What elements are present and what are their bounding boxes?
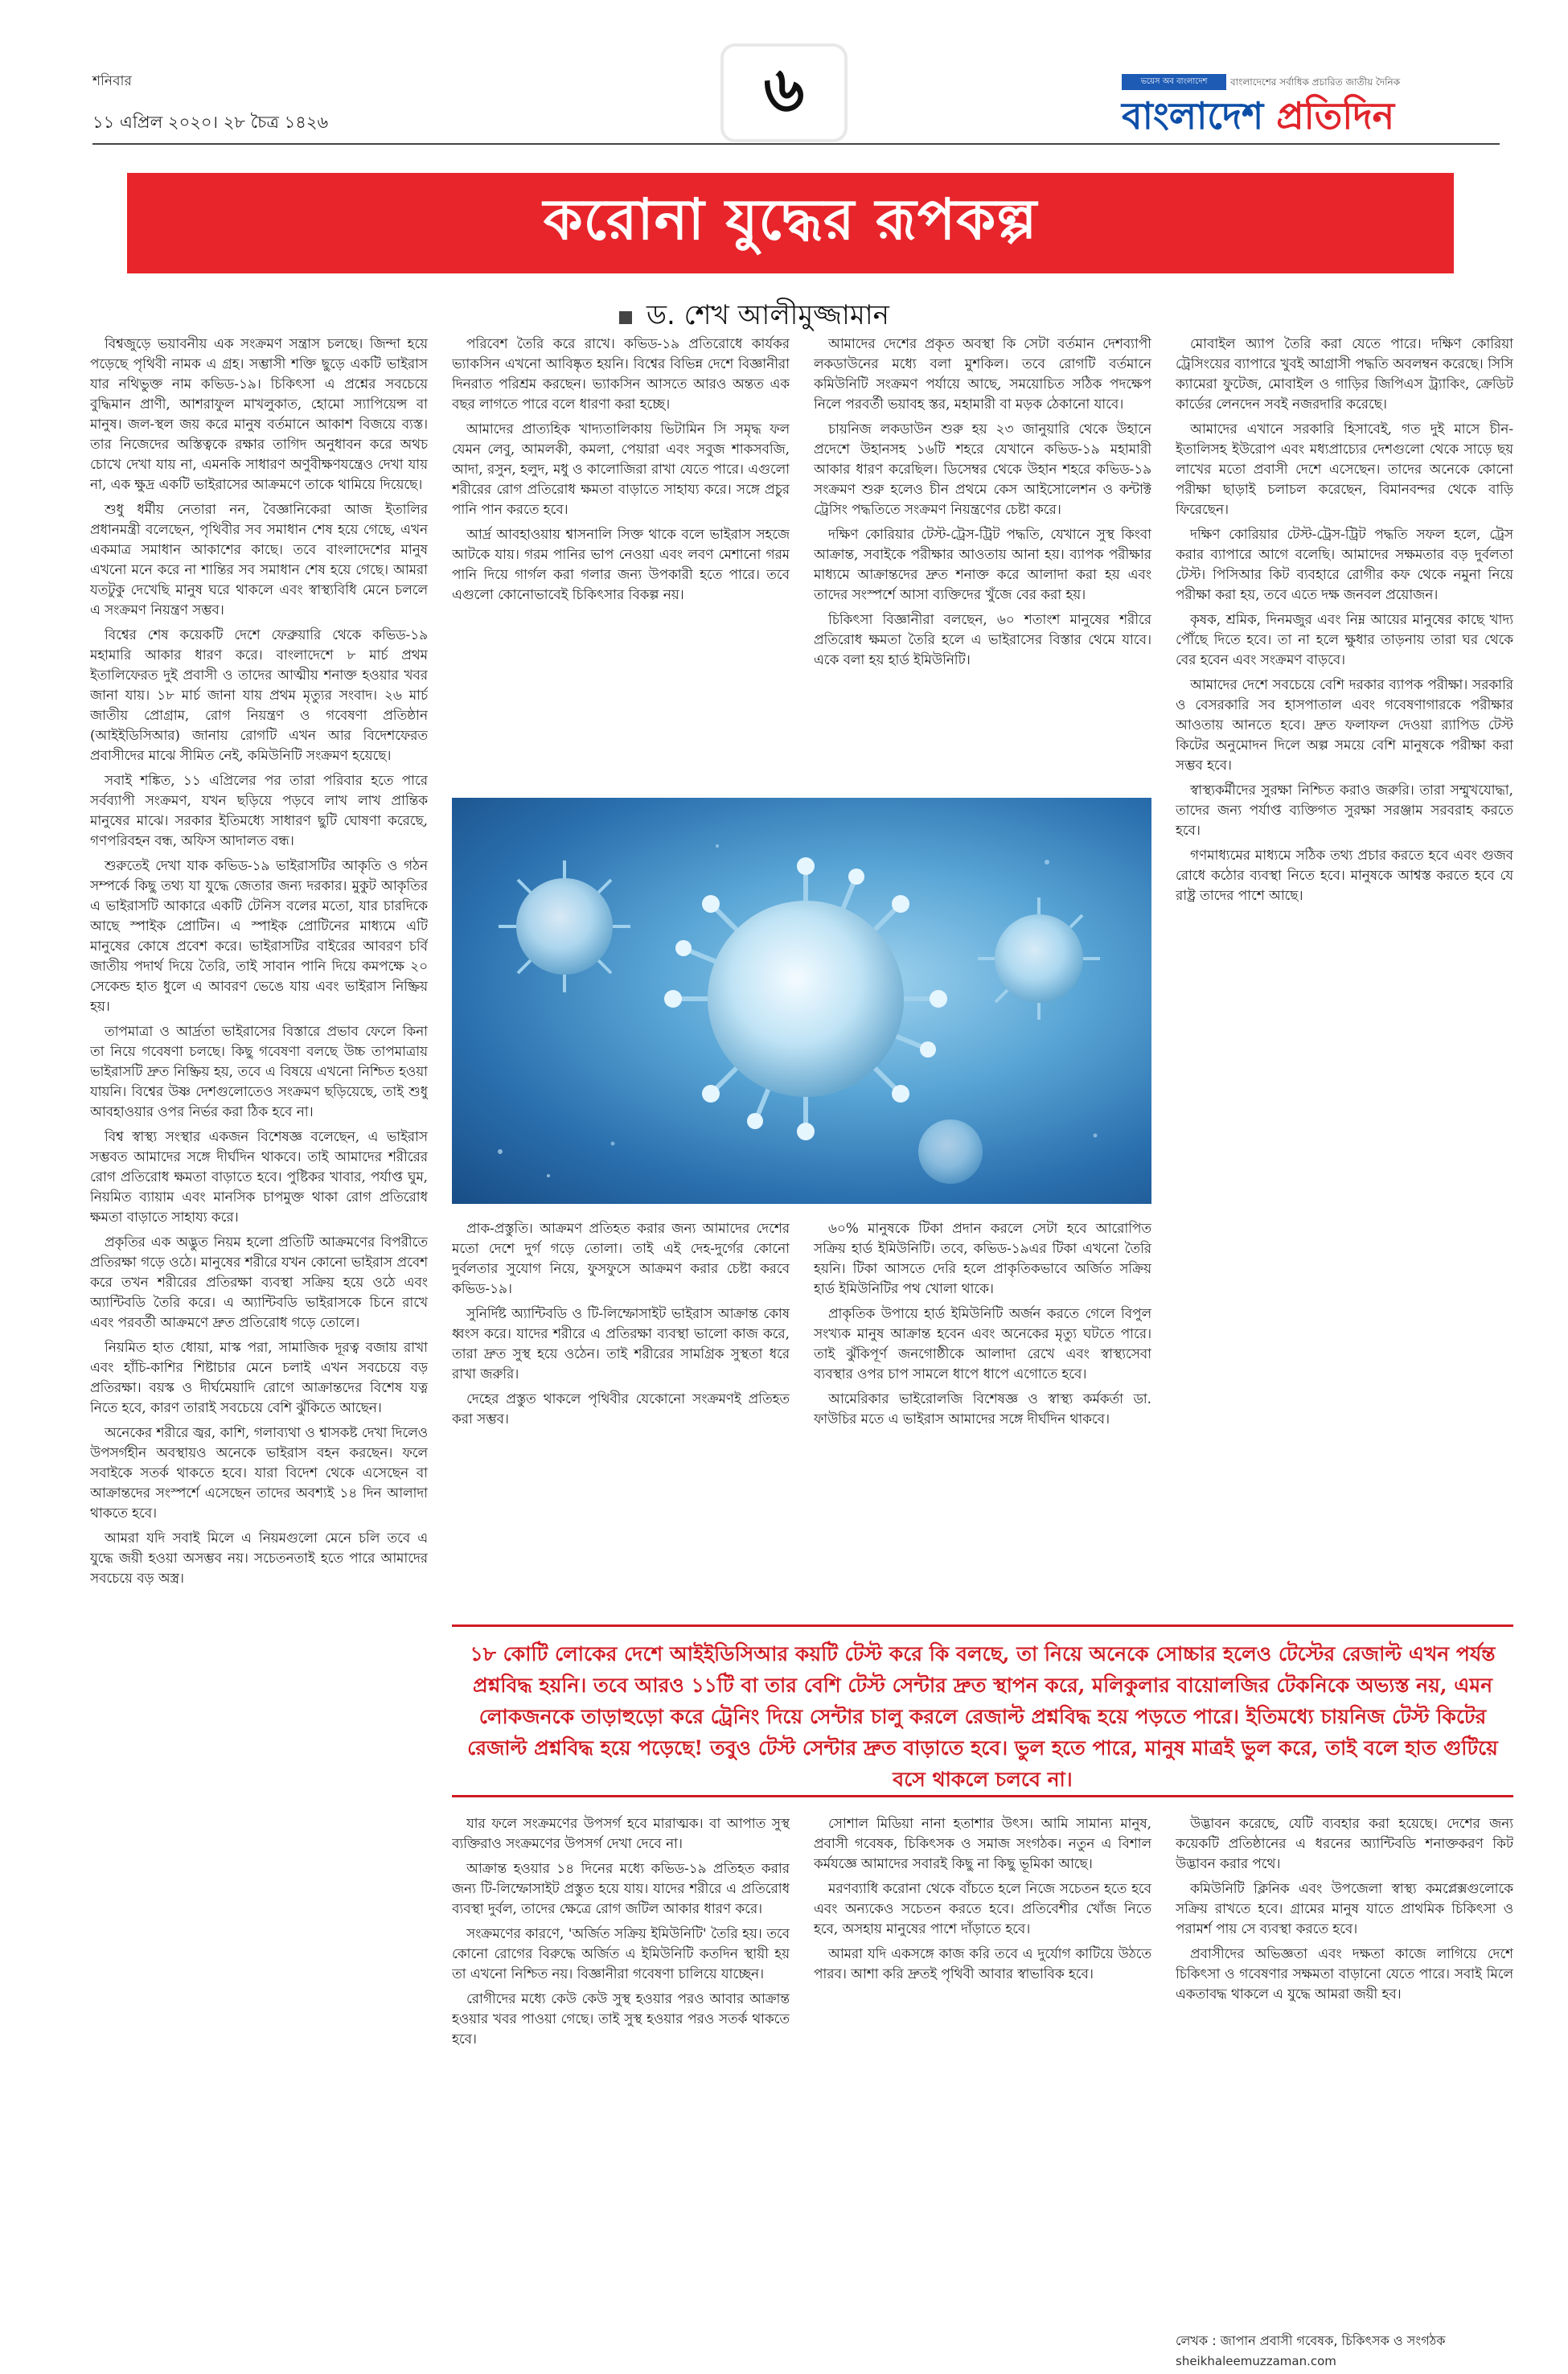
page-number: ৬ (724, 47, 844, 139)
article-column-4-bottom: উদ্ভাবন করেছে, যেটি ব্যবহার করা হয়েছে। দেশের জন্য কয়েকটি প্রতিষ্ঠানের এ ধরনের অ্যান্টিবডি শনাক্তকরণ কিট উদ্ভাবন করার পথে। কমিউনিটি ক্লিনিক এবং উপজেলা স্বাস্থ্য কমপ্লেক্সগুলোকে সক্রিয় রাখতে হবে। গ্রামের মানুষ যাতে প্রাথমিক চিকিৎসা ও পরামর্শ পায় সে ব্যবস্থা করতে হবে। প্রবাসীদের অভিজ্ঞতা এবং দক্ষতা কাজে লাগিয়ে দেশে চিকিৎসা ও গবেষণার সক্ষমতা বাড়ানো যেতে পারে। সবাই মিলে একতাবদ্ধ থাকলে এ যুদ্ধে আমরা জয়ী হব। (1176, 1815, 1513, 2002)
article-column-3-middle: ৬০% মানুষকে টিকা প্রদান করলে সেটা হবে আরোপিত সক্রিয় হার্ড ইমিউনিটি। তবে, কভিড-১৯এর টিকা এখনো তৈরি হয়নি। টিকা আসতে দেরি হলে প্রাকৃতিকভাবে অর্জিত সক্রিয় হার্ড ইমিউনিটির পথ খোলা থাকে। প্রাকৃতিক উপায়ে হার্ড ইমিউনিটি অর্জন করতে গেলে বিপুল সংখ্যক মানুষ আক্রান্ত হবেন এবং অনেকের মৃত্যু ঘটতে পারে। তাই ঝুঁকিপূর্ণ জনগোষ্ঠীকে আলাদা রেখে এবং স্বাস্থ্যসেবা ব্যবস্থার ওপর চাপ সামলে ধাপে ধাপে এগোতে হবে। আমেরিকার ভাইরোলজি বিশেষজ্ঞ ও স্বাস্থ্য কর্মকর্তা ডা. ফাউচির মতে এ ভাইরাস আমাদের সঙ্গে দীর্ঘদিন থাকবে। (814, 1220, 1151, 1427)
pull-quote-text: ১৮ কোটি লোকের দেশে আইইডিসিআর কয়টি টেস্ট করে কি বলছে, তা নিয়ে অনেকে সোচ্চার হলেও টেস্টের রেজাল্ট এখন পর্যন্ত প্রশ্নবিদ্ধ হয়নি। তবে আরও ১১টি বা তার বেশি টেস্ট সেন্টার দ্রুত স্থাপন করে, মলিকুলার বায়োলজির টেকনিকে অভ্যস্ত নয়, এমন লোকজনকে তাড়াহুড়ো করে ট্রেনিং দিয়ে সেন্টার চালু করলে রেজাল্ট প্রশ্নবিদ্ধ হয়ে পড়তে পারে। ইতিমধ্যে চায়নিজ টেস্ট কিটের রেজাল্ট প্রশ্নবিদ্ধ হয়ে পড়েছে! তবুও টেস্ট সেন্টার দ্রুত বাড়াতে হবে। ভুল হতে পারে, মানুষ মাত্রই ভুল করে, তাই বলে হাত গুটিয়ে বসে থাকলে চলবে না। (467, 1642, 1498, 1791)
virus-small-left (499, 860, 630, 992)
author-email[interactable]: sheikhaleemuzzaman.com (1176, 2354, 1336, 2368)
author-description: লেখক : জাপান প্রবাসী গবেষক, চিকিৎসক ও সংগঠক (1176, 2333, 1446, 2348)
virus-small-right (978, 897, 1100, 1020)
article-column-3-top: আমাদের দেশের প্রকৃত অবস্থা কি সেটা বর্তমান দেশব্যাপী লকডাউনের মধ্যে বলা মুশকিল। তবে রোগটি বর্তমানে কমিউনিটি সংক্রমণ পর্যায়ে আছে, সময়োচিত সঠিক পদক্ষেপ নিলে পরবর্তী ভয়াবহ স্তর, মহামারী বা মড়ক ঠেকানো যাবে। চায়নিজ লকডাউন শুরু হয় ২৩ জানুয়ারি থেকে উহানে প্রদেশে উহানসহ ১৬টি শহরে যেখানে কভিড-১৯ মহামারী আকার ধারণ করেছিল। ডিসেম্বর থেকে উহান শহরে কভিড-১৯ সংক্রমণ শুরু হলেও চীন প্রথমে কেস আইসোলেশন ও কন্টাক্ট ট্রেসিং পদ্ধতিতে সংক্রমণ নিয়ন্ত্রণের চেষ্টা করে। দক্ষিণ কোরিয়ার টেস্ট-ট্রেস-ট্রিট পদ্ধতি, যেখানে সুস্থ কিংবা আক্রান্ত, সবাইকে পরীক্ষার আওতায় আনা হয়। ব্যাপক পরীক্ষার মাধ্যমে আক্রান্তদের দ্রুত শনাক্ত করে আলাদা করা হয় এবং তাদের সংস্পর্শে আসা ব্যক্তিদের খুঁজে বের করা হয়। চিকিৎসা বিজ্ঞানীরা বলছেন, ৬০ শতাংশ মানুষের শরীরে প্রতিরোধ ক্ষমতা তৈরি হলে এ ভাইরাসের বিস্তার থেমে যাবে। একে বলা হয় হার্ড ইমিউনিটি। (814, 335, 1151, 667)
author-info (1176, 2331, 1513, 2368)
article-column-4-top: মোবাইল অ্যাপ তৈরি করা যেতে পারে। দক্ষিণ কোরিয়া ট্রেসিংয়ের ব্যাপারে খুবই আগ্রাসী পদ্ধতি অবলম্বন করেছে। সিসি ক্যামেরা ফুটেজ, মোবাইল ও গাড়ির জিপিএস ট্র্যাকিং, ক্রেডিট কার্ডের লেনদেন সবই নজরদারি করেছে। আমাদের এখানে সরকারি হিসাবেই, গত দুই মাসে চীন-ইতালিসহ ইউরোপ এবং মধ্যপ্রাচ্যের দেশগুলো থেকে সাড়ে ছয় লাখের মতো প্রবাসী দেশে এসেছেন। তাদের অনেকে কোনো পরীক্ষা ছাড়াই চলাচল করেছেন, বিমানবন্দর থেকে বাড়ি ফিরেছেন। দক্ষিণ কোরিয়ার টেস্ট-ট্রেস-ট্রিট পদ্ধতি সফল হলে, ট্রেস করার ব্যাপারে আগে বলেছি। আমাদের সক্ষমতার বড় দুর্বলতা টেস্ট। পিসিআর কিট ব্যবহারে রোগীর কফ থেকে নমুনা নিয়ে পরীক্ষা করা হয়, তবে এতে দক্ষ জনবল প্রয়োজন। কৃষক, শ্রমিক, দিনমজুর এবং নিম্ন আয়ের মানুষের কাছে খাদ্য পৌঁছে দিতে হবে। তা না হলে ক্ষুধার তাড়নায় তারা ঘর থেকে বের হবেন এবং সংক্রমণ বাড়বে। আমাদের দেশে সবচেয়ে বেশি দরকার ব্যাপক পরীক্ষা। সরকারি ও বেসরকারি সব হাসপাতাল এবং গবেষণাগারকে পরীক্ষার আওতায় আনতে হবে। দ্রুত ফলাফল দেওয়া র‌্যাপিড টেস্ট কিটের অনুমোদন দিলে অল্প সময়ে বেশি মানুষকে পরীক্ষা করা সম্ভব হবে। স্বাস্থ্যকর্মীদের সুরক্ষা নিশ্চিত করাও জরুরি। তারা সম্মুখযোদ্ধা, তাদের জন্য পর্যাপ্ত ব্যক্তিগত সুরক্ষা সরঞ্জাম সরবরাহ করতে হবে। গণমাধ্যমের মাধ্যমে সঠিক তথ্য প্রচার করতে হবে এবং গুজব রোধে কঠোর ব্যবস্থা নিতে হবে। মানুষকে আশ্বস্ত করতে হবে যে রাষ্ট্র তাদের পাশে আছে। (1176, 335, 1513, 903)
logo-tag: ভয়েস অব বাংলাদেশ (1122, 74, 1226, 90)
article-column-3-bottom: সোশাল মিডিয়া নানা হতাশার উৎস। আমি সামান্য মানুষ, প্রবাসী গবেষক, চিকিৎসক ও সমাজ সংগঠক। নতুন এ বিশাল কর্মযজ্ঞে আমাদের সবারই কিছু না কিছু ভূমিকা আছে। মরণব্যাধি করোনা থেকে বাঁচতে হলে নিজে সচেতন হতে হবে এবং অন্যকেও সচেতন করতে হবে। প্রতিবেশীর খোঁজ নিতে হবে, অসহায় মানুষের পাশে দাঁড়াতে হবে। আমরা যদি একসঙ্গে কাজ করি তবে এ দুর্যোগ কাটিয়ে উঠতে পারব। আশা করি দ্রুতই পৃথিবী আবার স্বাভাবিক হবে। (814, 1815, 1151, 1982)
coronavirus-photo (452, 798, 1151, 1204)
article-column-2-middle: প্রাক-প্রস্তুতি। আক্রমণ প্রতিহত করার জন্য আমাদের দেশের মতো দেশে দুর্গ গড়ে তোলা। তাই এই দেহ-দুর্গের কোনো দুর্বলতার সুযোগ নিয়ে, ফুসফুসে আক্রমণ করার চেষ্টা করবে কভিড-১৯। সুনির্দিষ্ট অ্যান্টিবডি ও টি-লিম্ফোসাইট ভাইরাস আক্রান্ত কোষ ধ্বংস করে। যাদের শরীরে এ প্রতিরক্ষা ব্যবস্থা ভালো কাজ করে, তারা দ্রুত সুস্থ হয়ে ওঠেন। তাই শরীরের সামগ্রিক সুস্থতা ধরে রাখা জরুরি। দেহের প্রস্তুত থাকলে পৃথিবীর যেকোনো সংক্রমণই প্রতিহত করা সম্ভব। (452, 1220, 790, 1427)
virus-illustration (452, 798, 1151, 1204)
header-rule (92, 143, 1500, 145)
article-title: করোনা যুদ্ধের রূপকল্প (543, 186, 1038, 253)
virus-large (664, 857, 947, 1140)
article-column-2-bottom: যার ফলে সংক্রমণের উপসর্গ হবে মারাত্মক। বা আপাত সুস্থ ব্যক্তিরাও সংক্রমণের উপসর্গ দেখা দেবে না। আক্রান্ত হওয়ার ১৪ দিনের মধ্যে কভিড-১৯ প্রতিহত করার জন্য টি-লিম্ফোসাইট প্রস্তুত হয়ে যায়। যাদের শরীরে এ প্রতিরোধ ব্যবস্থা দুর্বল, তাদের ক্ষেত্রে রোগ জটিল আকার ধারণ করে। সংক্রমণের কারণে, 'অর্জিত সক্রিয় ইমিউনিটি' তৈরি হয়। তবে কোনো রোগের বিরুদ্ধে অর্জিত এ ইমিউনিটি কতদিন স্থায়ী হয় তা এখনো নিশ্চিত নয়। বিজ্ঞানীরা গবেষণা চালিয়ে যাচ্ছেন। রোগীদের মধ্যে কেউ কেউ সুস্থ হওয়ার পরও আবার আক্রান্ত হওয়ার খবর পাওয়া গেছে। তাই সুস্থ হওয়ার পরও সতর্ক থাকতে হবে। (452, 1815, 790, 2047)
issue-day: শনিবার (92, 73, 132, 89)
pull-quote (452, 1624, 1513, 1797)
logo-tagline: বাংলাদেশের সর্বাধিক প্রচারিত জাতীয় দৈনিক (1230, 76, 1401, 88)
square-bullet-icon (619, 311, 632, 324)
newspaper-logo (1122, 74, 1500, 138)
author-name: ড. শেখ আলীমুজ্জামান (646, 299, 889, 331)
title-banner (127, 173, 1454, 273)
article-column-1: বিশ্বজুড়ে ভয়াবনীয় এক সংক্রমণ সন্ত্রাস চলছে। জিন্দা হয়ে পড়েছে পৃথিবী নামক এ গ্রহ। সম্ভাসী শক্তি ছুড়ে একটি ভাইরাস যার নথিভুক্ত নাম কভিড-১৯। চিকিৎসা এ প্রশ্নের সবচেয়ে বুদ্ধিমান প্রাণী, আশরাফুল মাখলুকাত, হোমো স্যাপিয়েন্স বা মানুষ। জল-স্থল জয় করে মানুষ বর্তমানে আকাশ বিজয়ে ব্যস্ত। তার নিজেদের অস্তিত্বকে রক্ষার তাগিদ অনুধাবন করে অথচ চোখে দেখা যায় না, এমনকি সাধারণ অণুবীক্ষণযন্ত্রেও দেখা যায় না, এক ক্ষুদ্র একটি ভাইরাসের আক্রমণে তাকে থামিয়ে দিয়েছে। শুধু ধর্মীয় নেতারা নন, বৈজ্ঞানিকেরা আজ ইতালির প্রধানমন্ত্রী বলেছেন, পৃথিবীর সব সমাধান শেষ হয়ে গেছে, এখন একমাত্র সমাধান আকাশের কাছে। তবে বাংলাদেশের মানুষ এখনো মনে করে না শান্তির সব সমাধান শেষ হয়ে গেছে। আমরা যতটুকু দেখেছি মানুষ ঘরে থাকলে এবং স্বাস্থ্যবিধি মেনে চললে এ সংক্রমণ নিয়ন্ত্রণ সম্ভব। বিশ্বের শেষ কয়েকটি দেশে ফেব্রুয়ারি থেকে কভিড-১৯ মহামারি আকার ধারণ করে। বাংলাদেশে ৮ মার্চ প্রথম ইতালিফেরত দুই প্রবাসী ও তাদের আত্মীয় শনাক্ত হওয়ার খবর জানা যায়। ১৮ মার্চ জানা যায় প্রথম মৃত্যুর সংবাদ। ২৬ মার্চ জাতীয় প্রোগ্রাম, রোগ নিয়ন্ত্রণ ও গবেষণা প্রতিষ্ঠান (আইইডিসিআর) জানায় রোগটি এখন আর বিদেশফেরত প্রবাসীদের মাঝে সীমিত নেই, কমিউনিটি সংক্রমণ হয়েছে। সবাই শঙ্কিত, ১১ এপ্রিলের পর তারা পরিবার হতে পারে সর্বব্যাপী সংক্রমণ, যখন ছড়িয়ে পড়বে লাখ লাখ প্রান্তিক মানুষের মাঝে। সরকার ইতিমধ্যে সাধারণ ছুটি ঘোষণা করেছে, গণপরিবহন বন্ধ, অফিস আদালত বন্ধ। শুরুতেই দেখা যাক কভিড-১৯ ভাইরাসটির আকৃতি ও গঠন সম্পর্কে কিছু তথ্য যা যুদ্ধে জেতার জন্য দরকার। মুকুট আকৃতির এ ভাইরাসটি আকারে একটি টেনিস বলের মতো, যার চারদিকে আছে স্পাইক প্রোটিন। এ স্পাইক প্রোটিনের মাধ্যমে এটি মানুষের কোষে প্রবেশ করে। ভাইরাসটির বাইরের আবরণ চর্বি জাতীয় পদার্থ দিয়ে তৈরি, তাই সাবান পানি দিয়ে কমপক্ষে ২০ সেকেন্ড হাত ধুলে এ আবরণ ভেঙে যায় এবং ভাইরাস নিষ্ক্রিয় হয়। তাপমাত্রা ও আর্দ্রতা ভাইরাসের বিস্তারে প্রভাব ফেলে কিনা তা নিয়ে গবেষণা চলছে। কিছু গবেষণা বলছে উচ্চ তাপমাত্রায় ভাইরাসটি দ্রুত নিষ্ক্রিয় হয়, তবে এ বিষয়ে এখনো নিশ্চিত হওয়া যায়নি। বিশ্বের উষ্ণ দেশগুলোতেও সংক্রমণ ছড়িয়েছে, তাই শুধু আবহাওয়ার ওপর নির্ভর করা ঠিক হবে না। বিশ্ব স্বাস্থ্য সংস্থার একজন বিশেষজ্ঞ বলেছেন, এ ভাইরাস সম্ভবত আমাদের সঙ্গে দীর্ঘদিন থাকবে। তাই আমাদের শরীরের রোগ প্রতিরোধ ক্ষমতা বাড়াতে হবে। পুষ্টিকর খাবার, পর্যাপ্ত ঘুম, নিয়মিত ব্যায়াম এবং মানসিক চাপমুক্ত থাকা রোগ প্রতিরোধ ক্ষমতা বাড়াতে সাহায্য করে। প্রকৃতির এক অদ্ভুত নিয়ম হলো প্রতিটি আক্রমণের বিপরীতে প্রতিরক্ষা গড়ে ওঠে। মানুষের শরীরে যখন কোনো ভাইরাস প্রবেশ করে তখন শরীরের প্রতিরক্ষা ব্যবস্থা সক্রিয় হয়ে ওঠে এবং অ্যান্টিবডি তৈরি করে। এ অ্যান্টিবডি ভাইরাসকে চিনে রাখে এবং পরবর্তী আক্রমণে দ্রুত প্রতিরোধ গড়ে তোলে। নিয়মিত হাত ধোয়া, মাস্ক পরা, সামাজিক দূরত্ব বজায় রাখা এবং হাঁচি-কাশির শিষ্টাচার মেনে চলাই এখন সবচেয়ে বড় প্রতিরক্ষা। বয়স্ক ও দীর্ঘমেয়াদি রোগে আক্রান্তদের বিশেষ যত্ন নিতে হবে, কারণ তারাই সবচেয়ে বেশি ঝুঁকিতে আছেন। অনেকের শরীরে জ্বর, কাশি, গলাব্যথা ও শ্বাসকষ্ট দেখা দিলেও উপসর্গহীন অবস্থায়ও অনেকে ভাইরাস বহন করছেন। ফলে সবাইকে সতর্ক থাকতে হবে। যারা বিদেশ থেকে এসেছেন বা আক্রান্তদের সংস্পর্শে এসেছেন তাদের অবশ্যই ১৪ দিন আলাদা থাকতে হবে। আমরা যদি সবাই মিলে এ নিয়মগুলো মেনে চলি তবে এ যুদ্ধে জয়ী হওয়া অসম্ভব নয়। সচেতনতাই হতে পারে আমাদের সবচেয়ে বড় অস্ত্র। (90, 335, 428, 1586)
virus-small-bottom (918, 1119, 983, 1184)
issue-date: ১১ এপ্রিল ২০২০। ২৮ চৈত্র ১৪২৬ (92, 113, 329, 132)
article-column-2-top: পরিবেশ তৈরি করে রাখে। কভিড-১৯ প্রতিরোধে কার্যকর ভ্যাকসিন এখনো আবিষ্কৃত হয়নি। বিশ্বের বিভিন্ন দেশে বিজ্ঞানীরা দিনরাত পরিশ্রম করছেন। ভ্যাকসিন আসতে আরও অন্তত এক বছর লাগতে পারে বলে ধারণা করা হচ্ছে। আমাদের প্রাত্যহিক খাদ্যতালিকায় ভিটামিন সি সমৃদ্ধ ফল যেমন লেবু, আমলকী, কমলা, পেয়ারা এবং সবুজ শাকসবজি, আদা, রসুন, হলুদ, মধু ও কালোজিরা রাখা যেতে পারে। এগুলো শরীরের রোগ প্রতিরোধ ক্ষমতা বাড়াতে সাহায্য করে। সঙ্গে প্রচুর পানি পান করতে হবে। আর্দ্র আবহাওয়ায় শ্বাসনালি সিক্ত থাকে বলে ভাইরাস সহজে আটকে যায়। গরম পানির ভাপ নেওয়া এবং লবণ মেশানো গরম পানি দিয়ে গার্গল করা গলার জন্য উপকারী হতে পারে। তবে এগুলো কোনোভাবেই চিকিৎসার বিকল্প নয়। (452, 335, 790, 602)
logo-name: বাংলাদেশ প্রতিদিন (1122, 94, 1395, 138)
